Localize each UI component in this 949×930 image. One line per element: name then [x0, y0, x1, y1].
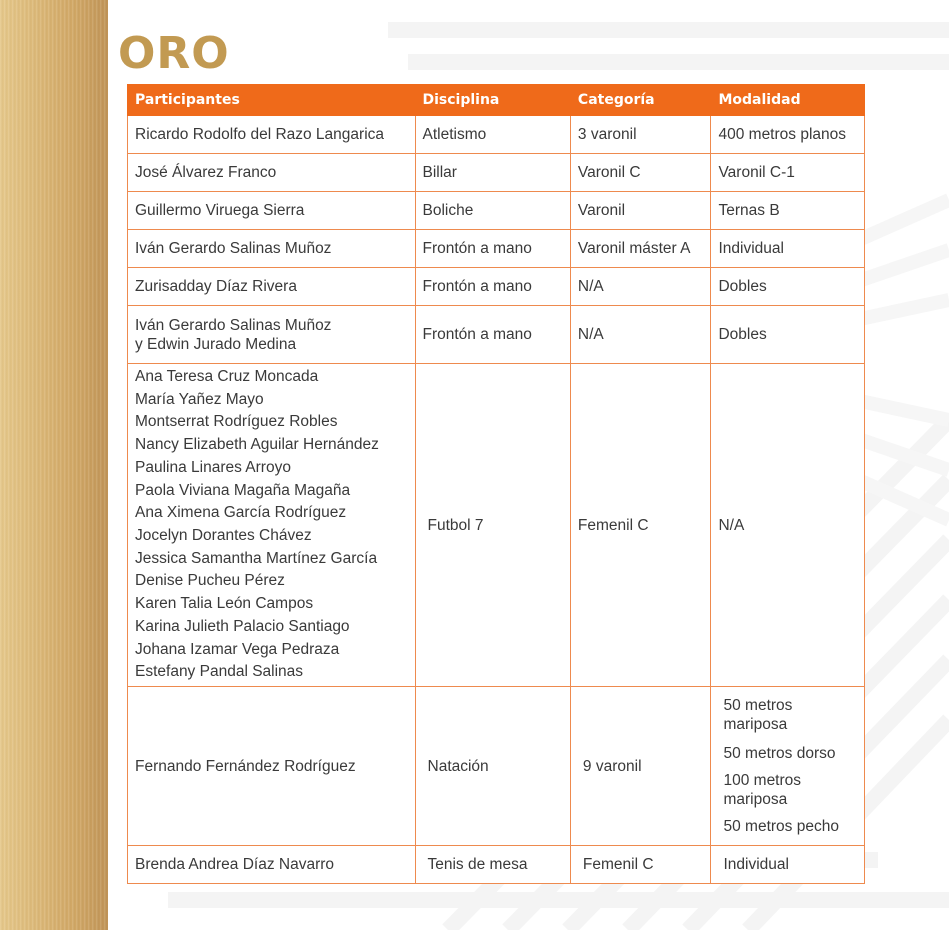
participant-name: Zurisadday Díaz Rivera — [128, 268, 416, 306]
participant-name: Denise Pucheu Pérez — [135, 572, 285, 590]
table-row — [128, 230, 865, 268]
category: Varonil — [570, 192, 711, 230]
table-row — [128, 192, 865, 230]
participant-names — [128, 364, 416, 687]
modality: Dobles — [711, 268, 865, 306]
table-row — [128, 154, 865, 192]
modality: 50 metros dorso — [723, 745, 836, 762]
participant-name: y Edwin Jurado Medina — [135, 335, 297, 353]
category: N/A — [570, 268, 711, 306]
page-title: ORO — [118, 28, 230, 79]
participant-name: Guillermo Viruega Sierra — [128, 192, 416, 230]
table-row — [128, 116, 865, 154]
discipline: Futbol 7 — [415, 364, 570, 687]
discipline: Frontón a mano — [415, 268, 570, 306]
modality: 50 metros pecho — [723, 818, 839, 835]
discipline: Billar — [415, 154, 570, 192]
participant-name: Estefany Pandal Salinas — [135, 663, 304, 681]
table-row — [128, 268, 865, 306]
participant-name: Jocelyn Dorantes Chávez — [135, 527, 312, 544]
discipline: Atletismo — [415, 116, 570, 154]
modality-list — [711, 687, 865, 846]
header-disciplina: Disciplina — [415, 85, 570, 116]
header-categoria: Categoría — [570, 85, 711, 116]
gold-side-band — [0, 0, 108, 930]
modality: N/A — [711, 364, 865, 687]
table-row — [128, 306, 865, 364]
discipline: Frontón a mano — [415, 230, 570, 268]
participant-name: Karina Julieth Palacio Santiago — [135, 617, 350, 635]
modality: 100 metros mariposa — [723, 772, 802, 808]
category: Varonil máster A — [570, 230, 711, 268]
participant-name: Fernando Fernández Rodríguez — [128, 687, 416, 846]
category: Femenil C — [570, 846, 711, 884]
category: 9 varonil — [570, 687, 711, 846]
participant-name: Jessica Samantha Martínez García — [135, 549, 378, 567]
participant-name: Iván Gerardo Salinas Muñoz — [128, 230, 416, 268]
participant-name: José Álvarez Franco — [128, 154, 416, 192]
modality: Individual — [711, 846, 865, 884]
participant-name: Karen Talia León Campos — [135, 595, 314, 613]
modality: 400 metros planos — [711, 116, 865, 154]
participant-name: Brenda Andrea Díaz Navarro — [128, 846, 416, 884]
modality: Individual — [711, 230, 865, 268]
participant-name: Paulina Linares Arroyo — [135, 458, 291, 476]
category: 3 varonil — [570, 116, 711, 154]
modality: Dobles — [711, 306, 865, 364]
participant-name: Nancy Elizabeth Aguilar Hernández — [135, 436, 379, 454]
category: N/A — [570, 306, 711, 364]
participant-name: Montserrat Rodríguez Robles — [135, 413, 338, 431]
participant-name: Johana Izamar Vega Pedraza — [135, 640, 340, 658]
participant-name: Paola Viviana Magaña Magaña — [135, 481, 351, 499]
category: Varonil C — [570, 154, 711, 192]
participant-name: Ana Teresa Cruz Moncada — [135, 368, 319, 386]
discipline: Natación — [415, 687, 570, 846]
header-modalidad: Modalidad — [711, 85, 865, 116]
participant-name: Iván Gerardo Salinas Muñoz — [135, 316, 332, 334]
discipline: Tenis de mesa — [415, 846, 570, 884]
category: Femenil C — [570, 364, 711, 687]
table-row — [128, 687, 865, 846]
participant-name: Ricardo Rodolfo del Razo Langarica — [128, 116, 416, 154]
participant-names — [128, 306, 416, 364]
table-header-row — [128, 85, 865, 116]
modality: Varonil C-1 — [711, 154, 865, 192]
modality: Ternas B — [711, 192, 865, 230]
header-participantes: Participantes — [128, 85, 416, 116]
results-table — [127, 84, 865, 884]
discipline: Frontón a mano — [415, 306, 570, 364]
table-row — [128, 364, 865, 687]
discipline: Boliche — [415, 192, 570, 230]
participant-name: Ana Ximena García Rodríguez — [135, 504, 347, 522]
modality: 50 metros mariposa — [723, 697, 793, 733]
participant-name: María Yañez Mayo — [135, 390, 264, 408]
table-row — [128, 846, 865, 884]
